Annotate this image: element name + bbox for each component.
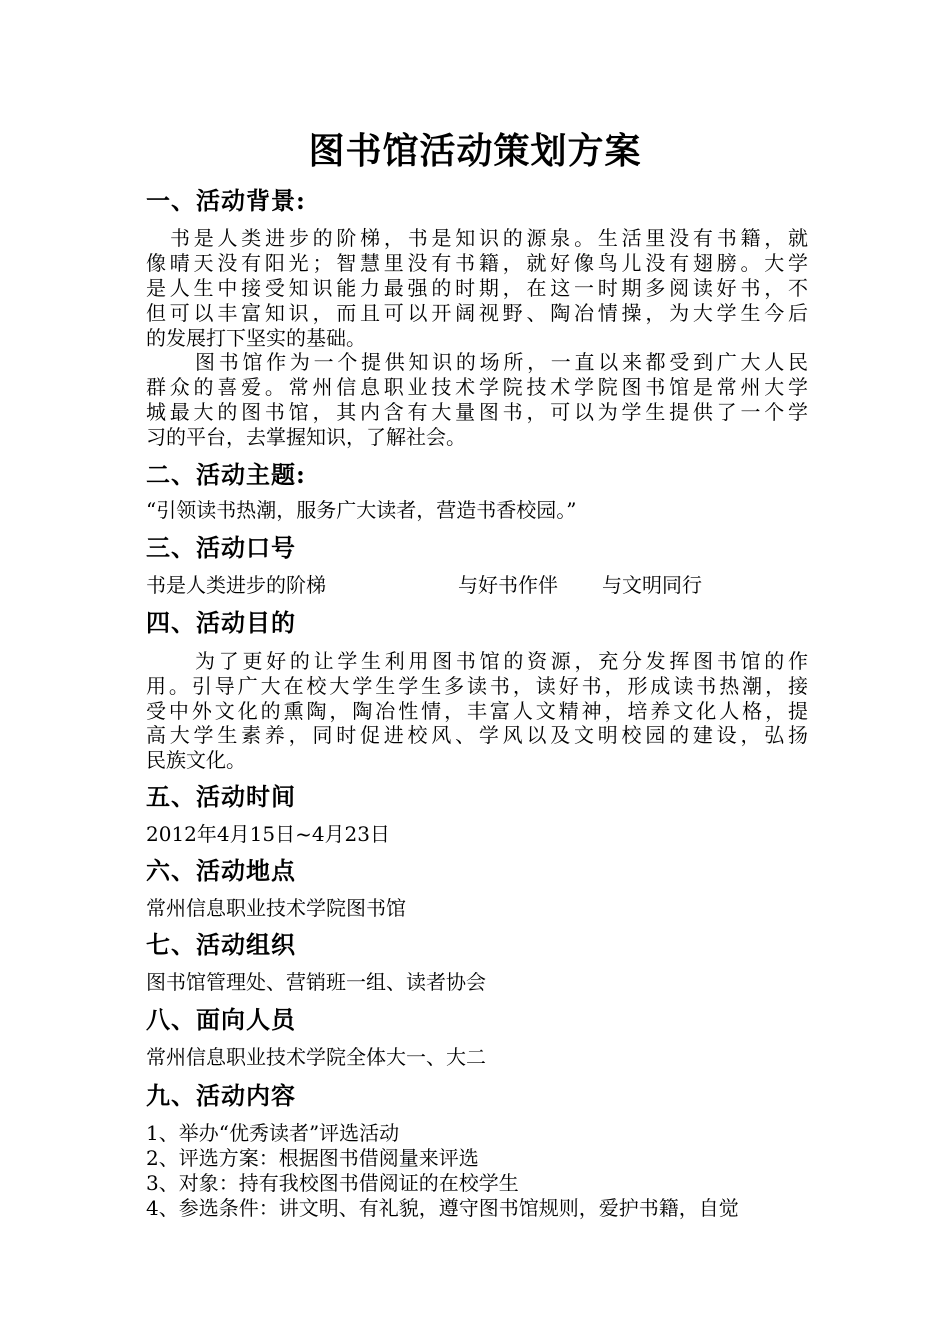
slogan-part-3: 与文明同行	[602, 573, 702, 597]
activity-organizer-text: 图书馆管理处、营销班一组、读者协会	[146, 970, 486, 994]
paragraph-line: 的发展打下坚实的基础。	[146, 326, 366, 350]
content-list-item: 2、评选方案：根据图书借阅量来评选	[146, 1146, 479, 1170]
paragraph-line: 高大学生素养，同时促进校风、学风以及文明校园的建设，弘扬	[146, 723, 808, 747]
paragraph-line: 民族文化。	[146, 748, 246, 772]
section-8-heading: 八、面向人员	[146, 1005, 296, 1034]
slogan-part-1: 书是人类进步的阶梯	[146, 573, 326, 597]
paragraph-line: 用。引导广大在校大学生学生多读书，读好书，形成读书热潮，接	[146, 674, 808, 698]
content-list-item: 3、对象：持有我校图书借阅证的在校学生	[146, 1171, 519, 1195]
paragraph-line: 书是人类进步的阶梯，书是知识的源泉。生活里没有书籍，就	[170, 226, 808, 250]
paragraph-line: 是人生中接受知识能力最强的时期，在这一时期多阅读好书，不	[146, 276, 808, 300]
section-6-heading: 六、活动地点	[146, 856, 296, 885]
section-7-heading: 七、活动组织	[146, 930, 296, 959]
section-5-heading: 五、活动时间	[146, 782, 296, 811]
section-9-heading: 九、活动内容	[146, 1081, 296, 1110]
section-3-heading: 三、活动口号	[146, 533, 296, 562]
content-list-item: 1、举办“优秀读者”评选活动	[146, 1121, 400, 1145]
paragraph-line: 群众的喜爱。常州信息职业技术学院技术学院图书馆是常州大学	[146, 375, 808, 399]
paragraph-line: 为了更好的让学生利用图书馆的资源，充分发挥图书馆的作	[195, 649, 808, 673]
slogan-part-2: 与好书作伴	[458, 573, 558, 597]
theme-text: “引领读书热潮，服务广大读者，营造书香校园。”	[146, 498, 577, 522]
paragraph-line: 受中外文化的熏陶，陶冶性情，丰富人文精神，培养文化人格，提	[146, 699, 808, 723]
section-4-heading: 四、活动目的	[146, 608, 296, 637]
document-title: 图书馆活动策划方案	[308, 130, 642, 172]
paragraph-line: 像晴天没有阳光；智慧里没有书籍，就好像鸟儿没有翅膀。大学	[146, 251, 808, 275]
activity-location-text: 常州信息职业技术学院图书馆	[146, 896, 406, 920]
content-list-item: 4、参选条件：讲文明、有礼貌，遵守图书馆规则，爱护书籍，自觉	[146, 1196, 739, 1220]
paragraph-line: 图书馆作为一个提供知识的场所，一直以来都受到广大人民	[195, 350, 808, 374]
section-2-heading: 二、活动主题:	[146, 460, 306, 489]
activity-time-text: 2012年4月15日~4月23日	[146, 822, 391, 846]
section-1-heading: 一、活动背景:	[146, 186, 306, 215]
paragraph-line: 但可以丰富知识，而且可以开阔视野、陶冶情操，为大学生今后	[146, 301, 808, 325]
target-audience-text: 常州信息职业技术学院全体大一、大二	[146, 1045, 486, 1069]
paragraph-line: 习的平台，去掌握知识，了解社会。	[146, 425, 466, 449]
paragraph-line: 城最大的图书馆，其内含有大量图书，可以为学生提供了一个学	[146, 400, 808, 424]
slogan-row	[146, 573, 808, 597]
